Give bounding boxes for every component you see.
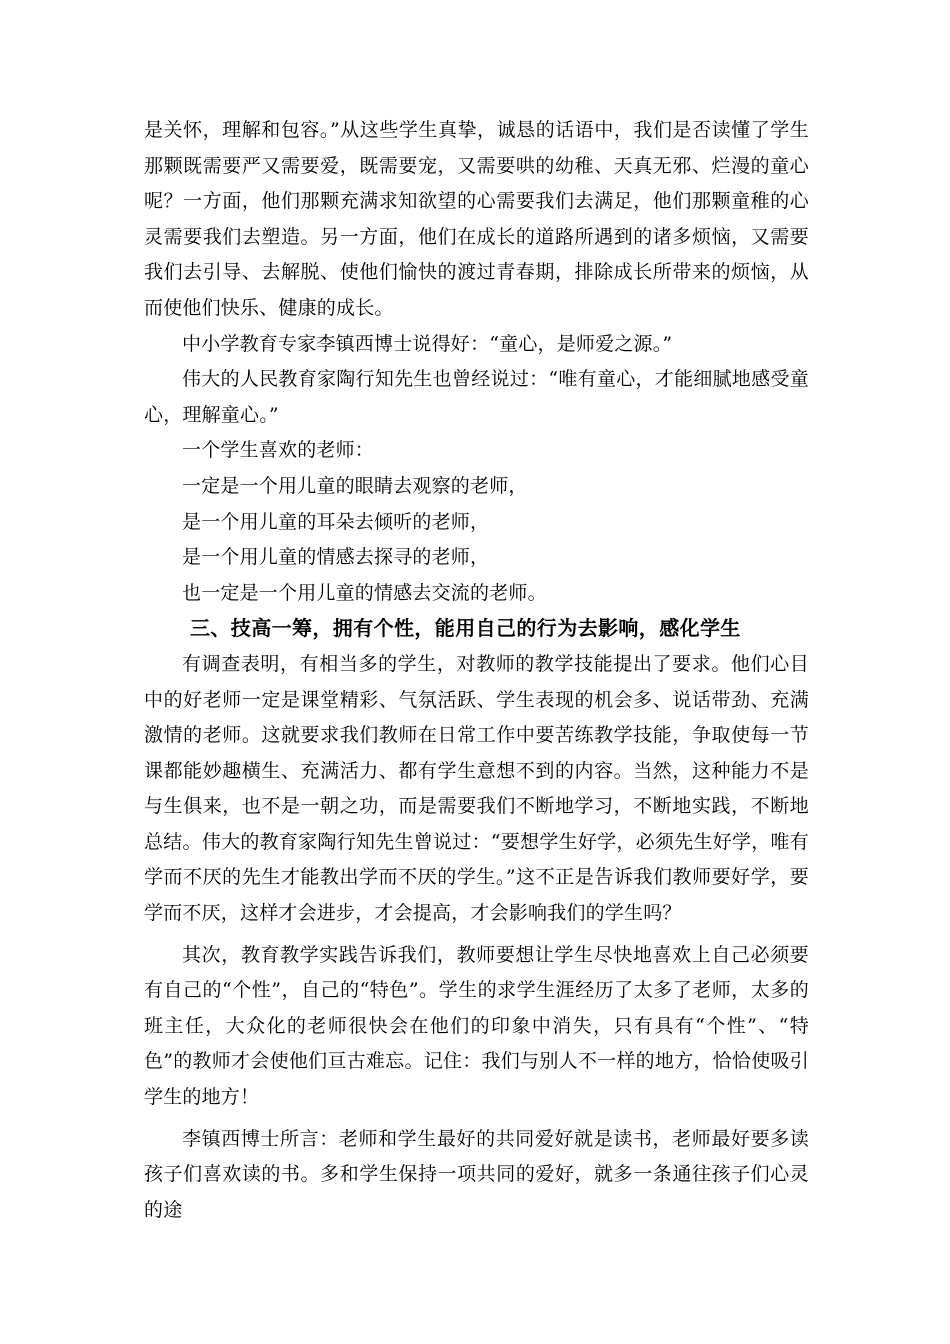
- section-heading: 三、技高一筹，拥有个性，能用自己的行为去影响，感化学生: [190, 616, 741, 641]
- paragraph-quote-li: 中小学教育专家李镇西博士说得好：“童心，是师爱之源。”: [182, 332, 673, 355]
- paragraph-quote-tao: 伟大的人民教育家陶行知先生也曾经说过：“唯有童心，才能细腻地感受童心，理解童心。”: [144, 368, 809, 426]
- paragraph-list-item: 也一定是一个用儿童的情感去交流的老师。: [182, 581, 547, 604]
- document-page: [144, 113, 809, 1228]
- paragraph-survey: 有调查表明，有相当多的学生，对教师的教学技能提出了要求。他们心目中的好老师一定是课堂精彩、气氛活跃、学生表现的机会多、说话带劲、充满激情的老师。这就要求我们教师在日常工作中要苦练教学技能，争取使每一节课都能妙趣横生、充满活力、都有学生意想不到的内容。当然，这种能力不是与生俱来，也不是一朝之功，而是需要我们不断地学习，不断地实践，不断地总结。伟大的教育家陶行知先生曾说过：“要想学生好学，必须先生好学，唯有学而不厌的先生才能教出学而不厌的学生。”这不正是告诉我们教师要好学，要学而不厌，这样才会进步，才会提高，才会影响我们的学生吗？: [144, 652, 809, 925]
- paragraph-list-intro: 一个学生喜欢的老师：: [182, 439, 375, 462]
- paragraph-reading: 李镇西博士所言：老师和学生最好的共同爱好就是读书，老师最好要多读孩子们喜欢读的书。多和学生保持一项共同的爱好，就多一条通往孩子们心灵的途: [144, 1127, 809, 1221]
- paragraph-personality: 其次，教育教学实践告诉我们，教师要想让学生尽快地喜欢上自己必须要有自己的“个性”，自己的“特色”。学生的求学生涯经历了太多了老师，太多的班主任，大众化的老师很快会在他们的印象中消失，只有具有“个性”、“特色”的教师才会使他们亘古难忘。记住：我们与别人不一样的地方，恰恰使吸引学生的地方！: [144, 943, 809, 1109]
- paragraph-list-item: 一定是一个用儿童的眼睛去观察的老师，: [182, 474, 528, 497]
- paragraph-continuation: 是关怀，理解和包容。”从这些学生真挚，诚恳的话语中，我们是否读懂了学生那颗既需要严又需要爱，既需要宠，又需要哄的幼稚、天真无邪、烂漫的童心呢？一方面，他们那颗充满求知欲望的心需要我们去满足，他们那颗童稚的心灵需要我们去塑造。另一方面，他们在成长的道路所遇到的诸多烦恼，又需要我们去引导、去解脱、使他们愉快的渡过青春期，排除成长所带来的烦恼，从而使他们快乐、健康的成长。: [144, 119, 809, 319]
- paragraph-list-item: 是一个用儿童的情感去探寻的老师，: [182, 546, 490, 569]
- paragraph-list-item: 是一个用儿童的耳朵去倾听的老师，: [182, 510, 490, 533]
